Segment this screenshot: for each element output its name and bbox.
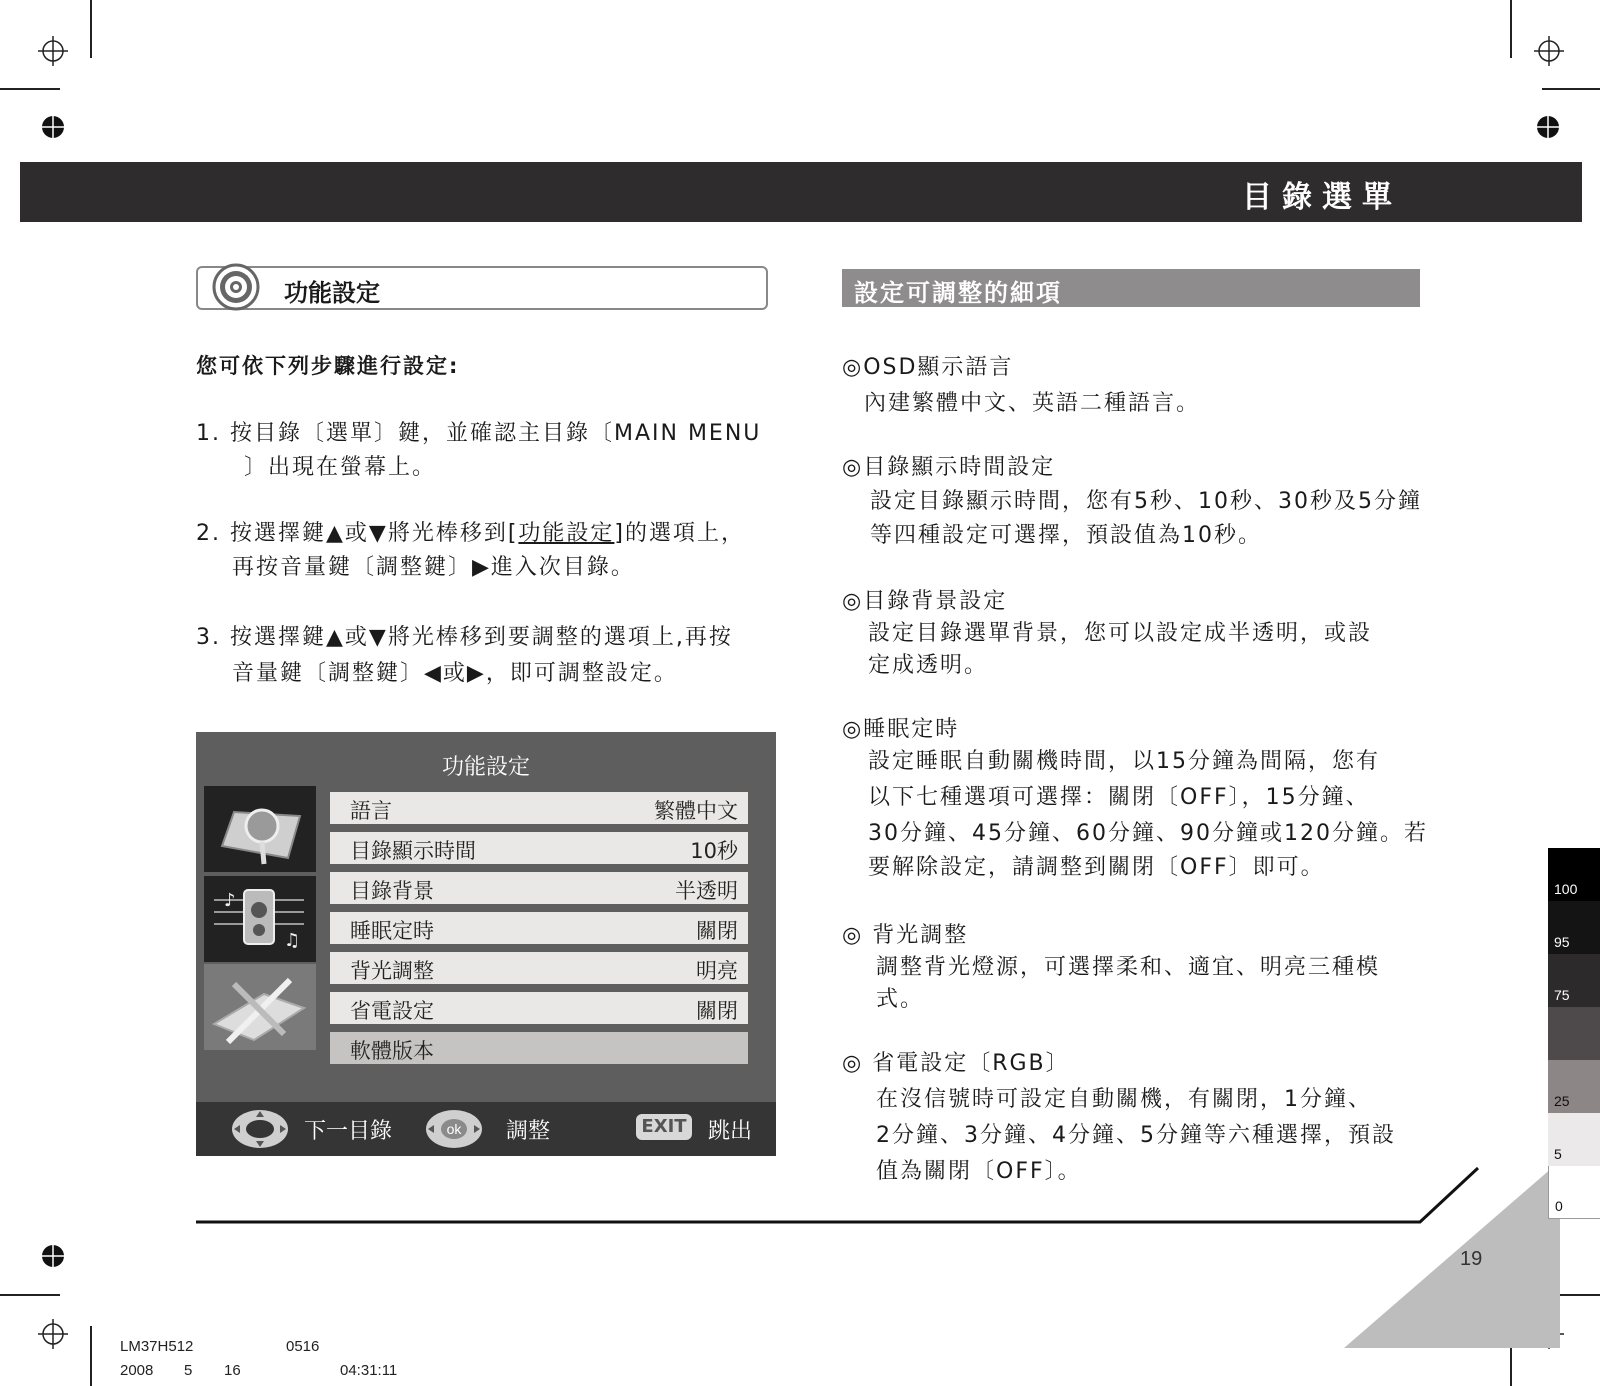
color-tab (1548, 901, 1600, 954)
footer-time: 04:31:11 (340, 1362, 398, 1379)
footer-code: 0516 (286, 1338, 320, 1355)
osd-title: 功能設定 (441, 755, 530, 780)
right-section-heading (842, 269, 1420, 307)
section-title: 功能設定 (284, 279, 380, 307)
item-heading-backlight: ◎ 背光調整 (842, 923, 969, 948)
color-tab (1548, 848, 1600, 901)
osd-row-label: 語言 (350, 799, 392, 823)
osd-row-value: 明亮 (696, 959, 738, 983)
step-2-line-1 (196, 516, 745, 547)
item-text: 內建繁體中文、英語二種語言。 (864, 391, 1201, 416)
color-tab (1548, 1166, 1600, 1219)
intro-text: 您可依下列步驟進行設定: (196, 354, 460, 378)
registration-mark-icon (38, 36, 68, 66)
footer-model: LM37H512 (120, 1338, 194, 1355)
svg-text:♫: ♫ (284, 930, 301, 951)
osd-row-value: 半透明 (675, 879, 738, 903)
item-heading-power-saving: ◎ 省電設定〔RGB〕 (842, 1051, 1070, 1076)
osd-row-language[interactable] (330, 792, 748, 824)
osd-row-menu-display-time[interactable] (330, 832, 748, 864)
step-1-line-2: 〕出現在螢幕上。 (244, 455, 437, 480)
step-1-line-1: 1. 按目錄〔選單〕鍵，並確認主目錄〔MAIN MENU (196, 421, 762, 446)
osd-next-menu-label: 下一目錄 (304, 1119, 393, 1144)
color-tab (1548, 1113, 1600, 1166)
speaker-music-icon (204, 876, 316, 962)
osd-row-menu-background[interactable] (330, 872, 748, 904)
step-3-line-2: 音量鍵〔調整鍵〕◀或▶，即可調整設定。 (232, 661, 678, 686)
registration-dot-icon (41, 115, 65, 139)
tools-icon (204, 964, 316, 1050)
color-tab-label: 75 (1554, 987, 1570, 1003)
osd-row-value: 關閉 (696, 919, 738, 943)
osd-menu-screenshot (196, 732, 776, 1156)
osd-row-value: 關閉 (696, 999, 738, 1023)
item-text: 以下七種選項可選擇：關閉〔OFF〕，15分鐘、 (868, 785, 1370, 810)
osd-row-backlight[interactable] (330, 952, 748, 984)
crop-mark (0, 88, 60, 90)
footer-month: 5 (184, 1362, 193, 1379)
osd-row-sleep-timer[interactable] (330, 912, 748, 944)
footer-year: 2008 (120, 1362, 154, 1379)
color-tab-label: 0 (1555, 1198, 1563, 1214)
color-tab-label: 25 (1554, 1093, 1570, 1109)
step-2-text-a: 2. 按選擇鍵▲或▼將光棒移到[ (196, 521, 519, 546)
ok-button-icon (424, 1108, 484, 1150)
item-heading-sleep-timer: ◎睡眠定時 (842, 717, 960, 742)
footer-day: 16 (224, 1362, 241, 1379)
item-text: 要解除設定，請調整到關閉〔OFF〕即可。 (868, 855, 1325, 880)
crop-mark (1510, 0, 1512, 58)
item-text: 調整背光燈源，可選擇柔和、適宜、明亮三種模 (876, 955, 1381, 980)
crop-mark (1542, 88, 1600, 90)
item-text: 值為關閉〔OFF〕。 (876, 1159, 1082, 1184)
osd-row-software-version[interactable] (330, 1032, 748, 1064)
dpad-icon (230, 1108, 290, 1150)
color-tab (1548, 1060, 1600, 1113)
target-icon (212, 263, 260, 311)
item-heading-menu-background: ◎目錄背景設定 (842, 589, 1008, 614)
page-number: 19 (1460, 1248, 1483, 1270)
osd-row-label: 軟體版本 (350, 1039, 434, 1063)
step-2-text-b: ]的選項上， (614, 521, 746, 546)
osd-row-label: 目錄背景 (350, 879, 434, 903)
item-text: 2分鐘、3分鐘、4分鐘、5分鐘等六種選擇，預設 (876, 1123, 1396, 1148)
osd-row-value: 10秒 (690, 839, 738, 863)
item-text: 30分鐘、45分鐘、60分鐘、90分鐘或120分鐘。若 (868, 821, 1428, 846)
osd-exit-label: 跳出 (708, 1119, 753, 1144)
magnifier-picture-icon (204, 786, 316, 872)
osd-row-label: 睡眠定時 (350, 919, 434, 943)
item-heading-osd-language: ◎OSD顯示語言 (842, 355, 1014, 380)
crop-mark (90, 0, 92, 58)
item-text: 設定睡眠自動關機時間，以15分鐘為間隔，您有 (868, 749, 1380, 774)
color-tab-label: 5 (1554, 1146, 1562, 1162)
color-tab-label: 100 (1554, 881, 1578, 897)
osd-adjust-label: 調整 (506, 1119, 551, 1144)
osd-row-label: 背光調整 (350, 959, 434, 983)
step-2-line-2: 再按音量鍵〔調整鍵〕▶進入次目錄。 (232, 555, 635, 580)
page-title: 目錄選單 (1242, 180, 1402, 215)
page-footer-decoration (0, 1160, 1600, 1360)
item-text: 等四種設定可選擇，預設值為10秒。 (870, 523, 1262, 548)
item-text: 設定目錄選單背景，您可以設定成半透明，或設 (868, 621, 1373, 646)
registration-mark-icon (1534, 36, 1564, 66)
step-2-underlined: 功能設定 (518, 521, 615, 546)
osd-row-value: 繁體中文 (654, 799, 738, 823)
svg-text:♪: ♪ (224, 890, 236, 911)
osd-row-label: 省電設定 (350, 999, 434, 1023)
color-tab-label: 95 (1554, 934, 1570, 950)
osd-row-power-saving[interactable] (330, 992, 748, 1024)
color-tab (1548, 1007, 1600, 1060)
color-tab (1548, 954, 1600, 1007)
ok-button-label: ok (446, 1121, 462, 1137)
osd-bottom-bar (196, 1102, 776, 1156)
right-section-title: 設定可調整的細項 (854, 279, 1062, 307)
item-text: 式。 (876, 987, 925, 1012)
exit-button-icon: EXIT (636, 1114, 692, 1140)
item-text: 設定目錄顯示時間，您有5秒、10秒、30秒及5分鐘 (870, 489, 1422, 514)
step-3-line-1: 3. 按選擇鍵▲或▼將光棒移到要調整的選項上,再按 (196, 625, 733, 650)
osd-row-label: 目錄顯示時間 (350, 839, 476, 863)
item-text: 在沒信號時可設定自動關機，有關閉，1分鐘、 (876, 1087, 1372, 1112)
header-bar (20, 162, 1582, 222)
section-heading-box (196, 266, 768, 310)
registration-dot-icon (1536, 115, 1560, 139)
item-heading-menu-display-time: ◎目錄顯示時間設定 (842, 455, 1056, 480)
item-text: 定成透明。 (868, 653, 989, 678)
